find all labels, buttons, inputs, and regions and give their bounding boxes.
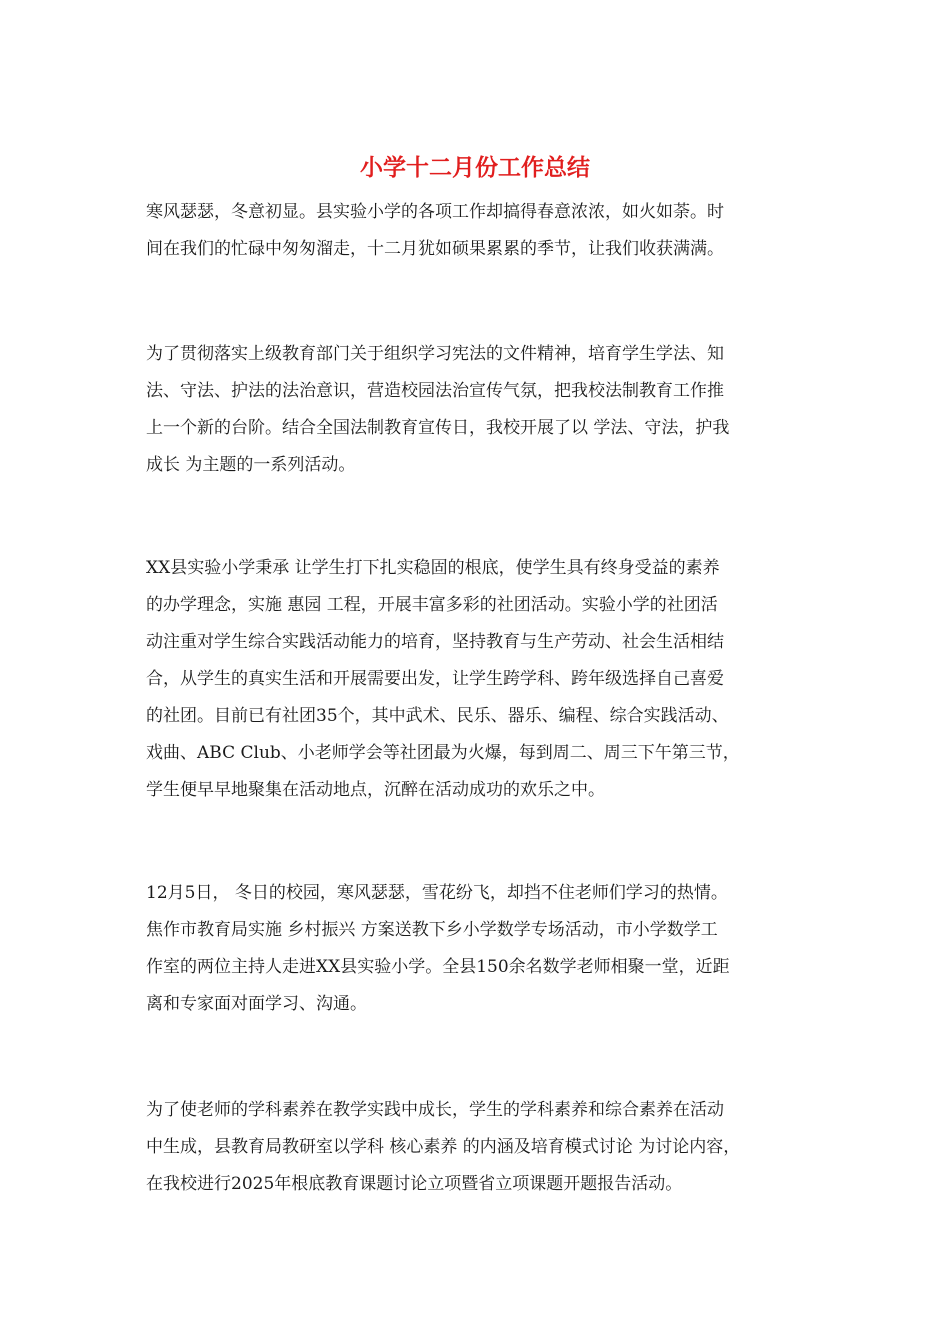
text-line: 寒风瑟瑟，冬意初显。县实验小学的各项工作却搞得春意浓浓，如火如荼。时 [146, 202, 724, 222]
text-line: 合，从学生的真实生活和开展需要出发，让学生跨学科、跨年级选择自己喜爱 [146, 669, 724, 689]
text-line: 中生成，县教育局教研室以学科 核心素养 的内涵及培育模式讨论 为讨论内容， [146, 1137, 741, 1157]
text-line: 戏曲、ABC Club、小老师学会等社团最为火爆，每到周二、周三下午第三节， [146, 743, 740, 763]
text-line: 在我校进行2025年根底教育课题讨论立项暨省立项课题开题报告活动。 [146, 1174, 683, 1194]
text-line: XX县实验小学秉承 让学生打下扎实稳固的根底，使学生具有终身受益的素养 [146, 558, 720, 578]
text-line: 12月5日， 冬日的校园，寒风瑟瑟，雪花纷飞，却挡不住老师们学习的热情。 [146, 883, 728, 903]
text-line: 法、守法、护法的法治意识，营造校园法治宣传气氛，把我校法制教育工作推 [146, 381, 724, 401]
text-line: 上一个新的台阶。结合全国法制教育宣传日，我校开展了以 学法、守法，护我 [146, 418, 730, 438]
text-line: 的社团。目前已有社团35个，其中武术、民乐、器乐、编程、综合实践活动、 [146, 706, 729, 726]
text-line: 为了使老师的学科素养在教学实践中成长，学生的学科素养和综合素养在活动 [146, 1100, 724, 1120]
text-line: 学生便早早地聚集在活动地点，沉醉在活动成功的欢乐之中。 [146, 780, 605, 800]
paragraph-math-teaching [146, 875, 818, 1023]
paragraph-law-education [146, 336, 818, 484]
paragraph-research-project [146, 1092, 818, 1203]
text-line: 动注重对学生综合实践活动能力的培育，坚持教育与生产劳动、社会生活相结 [146, 632, 724, 652]
paragraph-intro [146, 194, 818, 268]
document-title: 小学十二月份工作总结 [360, 155, 590, 181]
text-line: 成长 为主题的一系列活动。 [146, 455, 356, 475]
text-line: 离和专家面对面学习、沟通。 [146, 994, 367, 1014]
text-line: 作室的两位主持人走进XX县实验小学。全县150余名数学老师相聚一堂，近距 [146, 957, 730, 977]
text-line: 间在我们的忙碌中匆匆溜走，十二月犹如硕果累累的季节，让我们收获满满。 [146, 239, 724, 259]
paragraph-club-activities [146, 550, 818, 809]
text-line: 的办学理念，实施 惠园 工程，开展丰富多彩的社团活动。实验小学的社团活 [146, 595, 718, 615]
text-line: 为了贯彻落实上级教育部门关于组织学习宪法的文件精神，培育学生学法、知 [146, 344, 724, 364]
text-line: 焦作市教育局实施 乡村振兴 方案送教下乡小学数学专场活动，市小学数学工 [146, 920, 718, 940]
